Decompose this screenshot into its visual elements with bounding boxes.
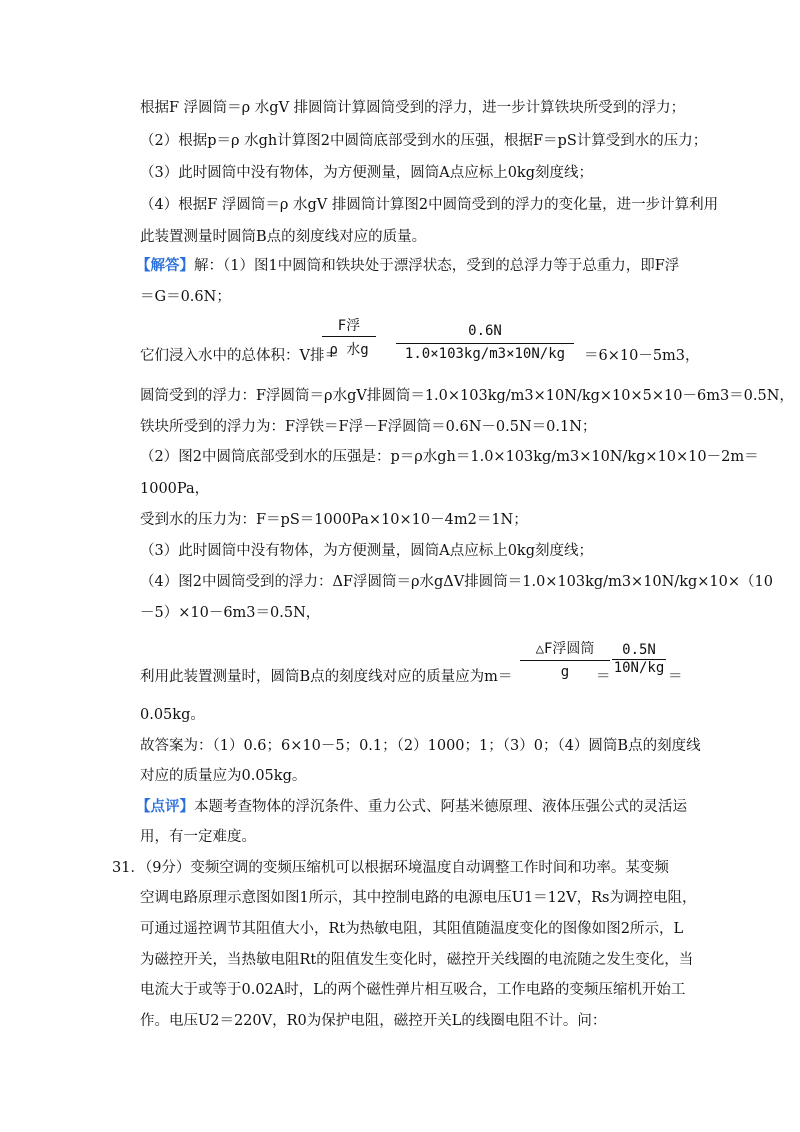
solution-line: （2）图2中圆筒底部受到水的压强是：p＝ρ水gh＝1.0×103kg/m3×10N/kg×10×10－2m＝: [140, 449, 759, 465]
question-line: 空调电路原理示意图如图1所示，其中控制电路的电源电压U1＝12V，Rs为调控电阻，: [140, 890, 697, 906]
analysis-line: （3）此时圆筒中没有物体，为方便测量，圆筒A点应标上0kg刻度线；: [140, 165, 593, 181]
comment-line: 用，有一定难度。: [140, 829, 256, 845]
volume-line-result: ＝6×10－5m3，: [584, 348, 700, 364]
fraction-numerator: △F浮圆筒: [535, 641, 595, 657]
question-line: 为磁控开关，当热敏电阻Rt的阻值发生变化时，磁控开关线圈的电流随之发生变化，当: [140, 952, 694, 968]
solution-line: （4）图2中圆筒受到的浮力：ΔF浮圆筒＝ρ水gΔV排圆筒＝1.0×103kg/m3×10N/kg×10×（10: [140, 574, 773, 590]
comment-text: 本题考查物体的浮沉条件、重力公式、阿基米德原理、液体压强公式的灵活运: [194, 799, 687, 815]
fraction-denominator: ρ 水g: [329, 342, 369, 358]
solution-line: 铁块所受到的浮力为：F浮铁＝F浮－F浮圆筒＝0.6N－0.5N＝0.1N；: [140, 419, 597, 435]
question-line: 作。电压U2＝220V，R0为保护电阻，磁控开关L的线圈电阻不计。问：: [140, 1013, 607, 1029]
solution-line: [136, 256, 679, 276]
comment-tag: 【点评】: [136, 798, 194, 815]
question-line: 电流大于或等于0.02A时，L的两个磁性弹片相互吸合，工作电路的变频压缩机开始工: [140, 982, 686, 998]
fraction-numerator: F浮: [337, 318, 361, 334]
fraction-bar: [396, 343, 574, 344]
equals-sign: ＝: [668, 669, 683, 685]
equals-sign: ＝: [596, 669, 611, 685]
analysis-line: 此装置测量时圆筒B点的刻度线对应的质量。: [140, 229, 427, 245]
answer-line: 故答案为：（1）0.6；6×10－5；0.1；（2）1000；1；（3）0；（4）圆筒B点的刻度线: [140, 738, 701, 754]
fraction-numerator: 0.5N: [622, 642, 656, 658]
fraction-denominator: g: [560, 664, 570, 680]
answer-line: 对应的质量应为0.05kg。: [140, 768, 307, 784]
mass-line-label: 利用此装置测量时，圆筒B点的刻度线对应的质量应为m＝: [140, 669, 513, 685]
solution-line: （3）此时圆筒中没有物体，为方便测量，圆筒A点应标上0kg刻度线；: [140, 543, 593, 559]
solution-line: 圆筒受到的浮力：F浮圆筒＝ρ水gV排圆筒＝1.0×103kg/m3×10N/kg×10×5×10－6m3＝0.5N，: [140, 388, 794, 404]
solution-line: ＝G＝0.6N；: [140, 289, 231, 305]
analysis-line: （2）根据p＝ρ 水gh计算图2中圆筒底部受到水的压强，根据F＝pS计算受到水的压力；: [140, 133, 708, 149]
analysis-line: （4）根据F 浮圆筒＝ρ 水gV 排圆筒计算图2中圆筒受到的浮力的变化量，进一步计算利用: [140, 197, 719, 213]
question-line: 可通过遥控调节其阻值大小，Rt为热敏电阻，其阻值随温度变化的图像如图2所示，L: [140, 921, 684, 937]
fraction-bar: [520, 660, 610, 661]
solution-line: 1000Pa，: [140, 481, 210, 497]
question-line: 31．（9分）变频空调的变频压缩机可以根据环境温度自动调整工作时间和功率。某变频: [112, 860, 669, 876]
comment-line: [136, 797, 687, 817]
volume-line-label: 它们浸入水中的总体积：V排＝: [140, 348, 339, 364]
solution-text: 解：（1）图1中圆筒和铁块处于漂浮状态，受到的总浮力等于总重力，即F浮: [194, 258, 680, 274]
fraction-bar: [322, 336, 376, 337]
solution-tag: 【解答】: [136, 257, 194, 274]
fraction-denominator: 1.0×103kg/m3×10N/kg: [404, 346, 566, 362]
analysis-line: 根据F 浮圆筒＝ρ 水gV 排圆筒计算圆筒受到的浮力，进一步计算铁块所受到的浮力；: [140, 100, 686, 116]
fraction-denominator: 10N/kg: [613, 660, 665, 676]
fraction-numerator: 0.6N: [468, 323, 502, 339]
solution-line: 受到水的压力为：F＝pS＝1000Pa×10×10－4m2＝1N；: [140, 512, 528, 528]
solution-line: －5）×10－6m3＝0.5N，: [140, 605, 321, 621]
solution-line: 0.05kg。: [140, 707, 205, 723]
